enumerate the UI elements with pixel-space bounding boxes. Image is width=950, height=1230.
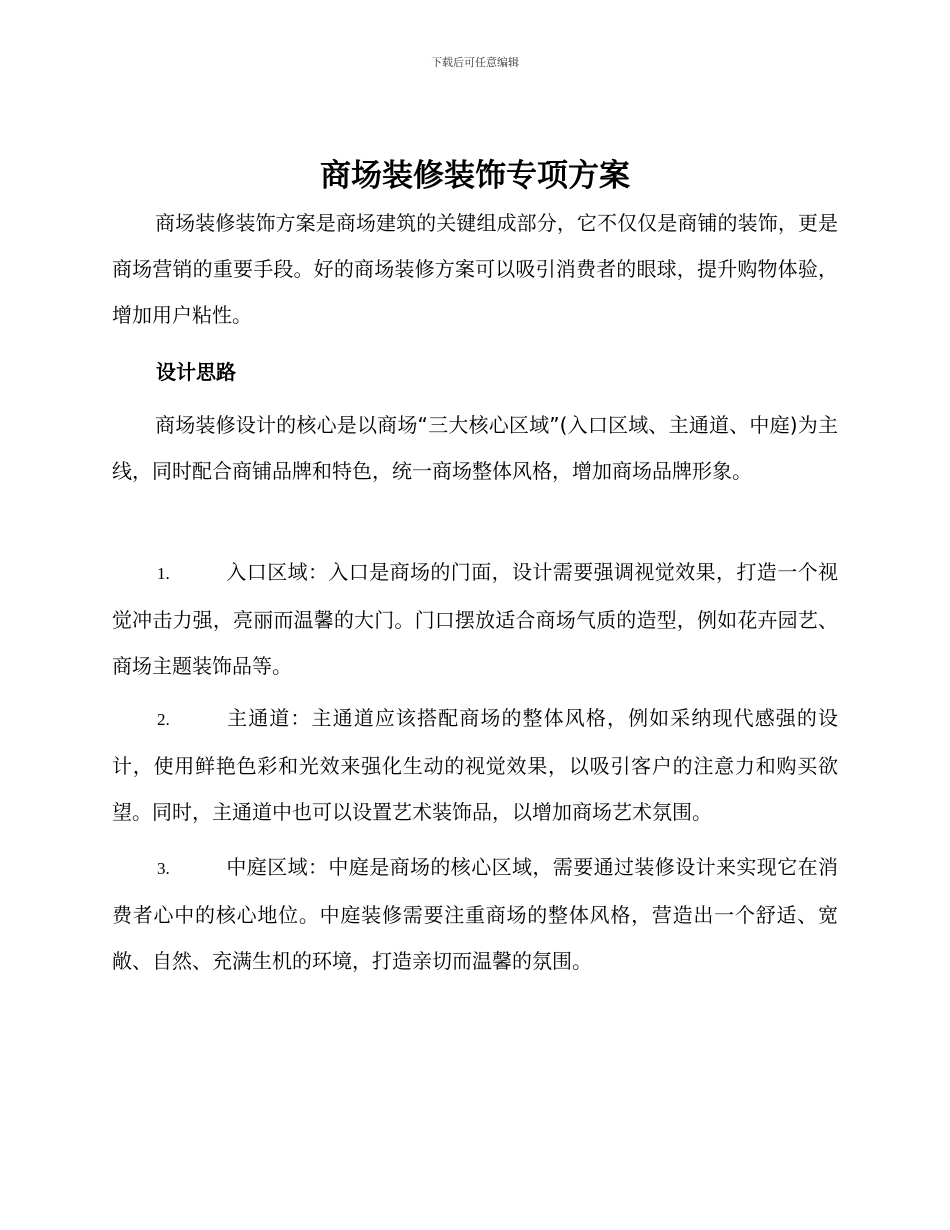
intro-paragraph: 商场装修装饰方案是商场建筑的关键组成部分，它不仅仅是商铺的装饰，更是商场营销的重要手段。好的商场装修方案可以吸引消费者的眼球，提升购物体验，增加用户粘性。 — [112, 211, 838, 327]
list-item-number: 1. — [157, 564, 170, 583]
list-item — [112, 844, 838, 984]
list-item-text: 中庭区域：中庭是商场的核心区域，需要通过装修设计来实现它在消费者心中的核心地位。中庭装修需要注重商场的整体风格，营造出一个舒适、宽敞、自然、充满生机的环境，打造亲切而温馨的氛围。 — [112, 855, 838, 973]
section-intro-paragraph: 商场装修设计的核心是以商场“三大核心区域”(入口区域、主通道、中庭)为主线，同时配合商铺品牌和特色，统一商场整体风格，增加商场品牌形象。 — [112, 413, 838, 483]
list-item-number: 2. — [157, 710, 170, 729]
header-note: 下载后可任意编辑 — [431, 56, 519, 69]
list-item — [112, 549, 838, 689]
section-heading: 设计思路 — [156, 360, 236, 384]
list-item-text: 入口区域：入口是商场的门面，设计需要强调视觉效果，打造一个视觉冲击力强，亮丽而温馨的大门。门口摆放适合商场气质的造型，例如花卉园艺、商场主题装饰品等。 — [112, 560, 838, 678]
list-item — [112, 695, 838, 835]
list-item-number: 3. — [157, 859, 170, 878]
page-title: 商场装修装饰专项方案 — [320, 158, 630, 194]
list-item-text: 主通道：主通道应该搭配商场的整体风格，例如采纳现代感强的设计，使用鲜艳色彩和光效来强化生动的视觉效果，以吸引客户的注意力和购买欲望。同时，主通道中也可以设置艺术装饰品，以增加商场艺术氛围。 — [112, 706, 838, 824]
